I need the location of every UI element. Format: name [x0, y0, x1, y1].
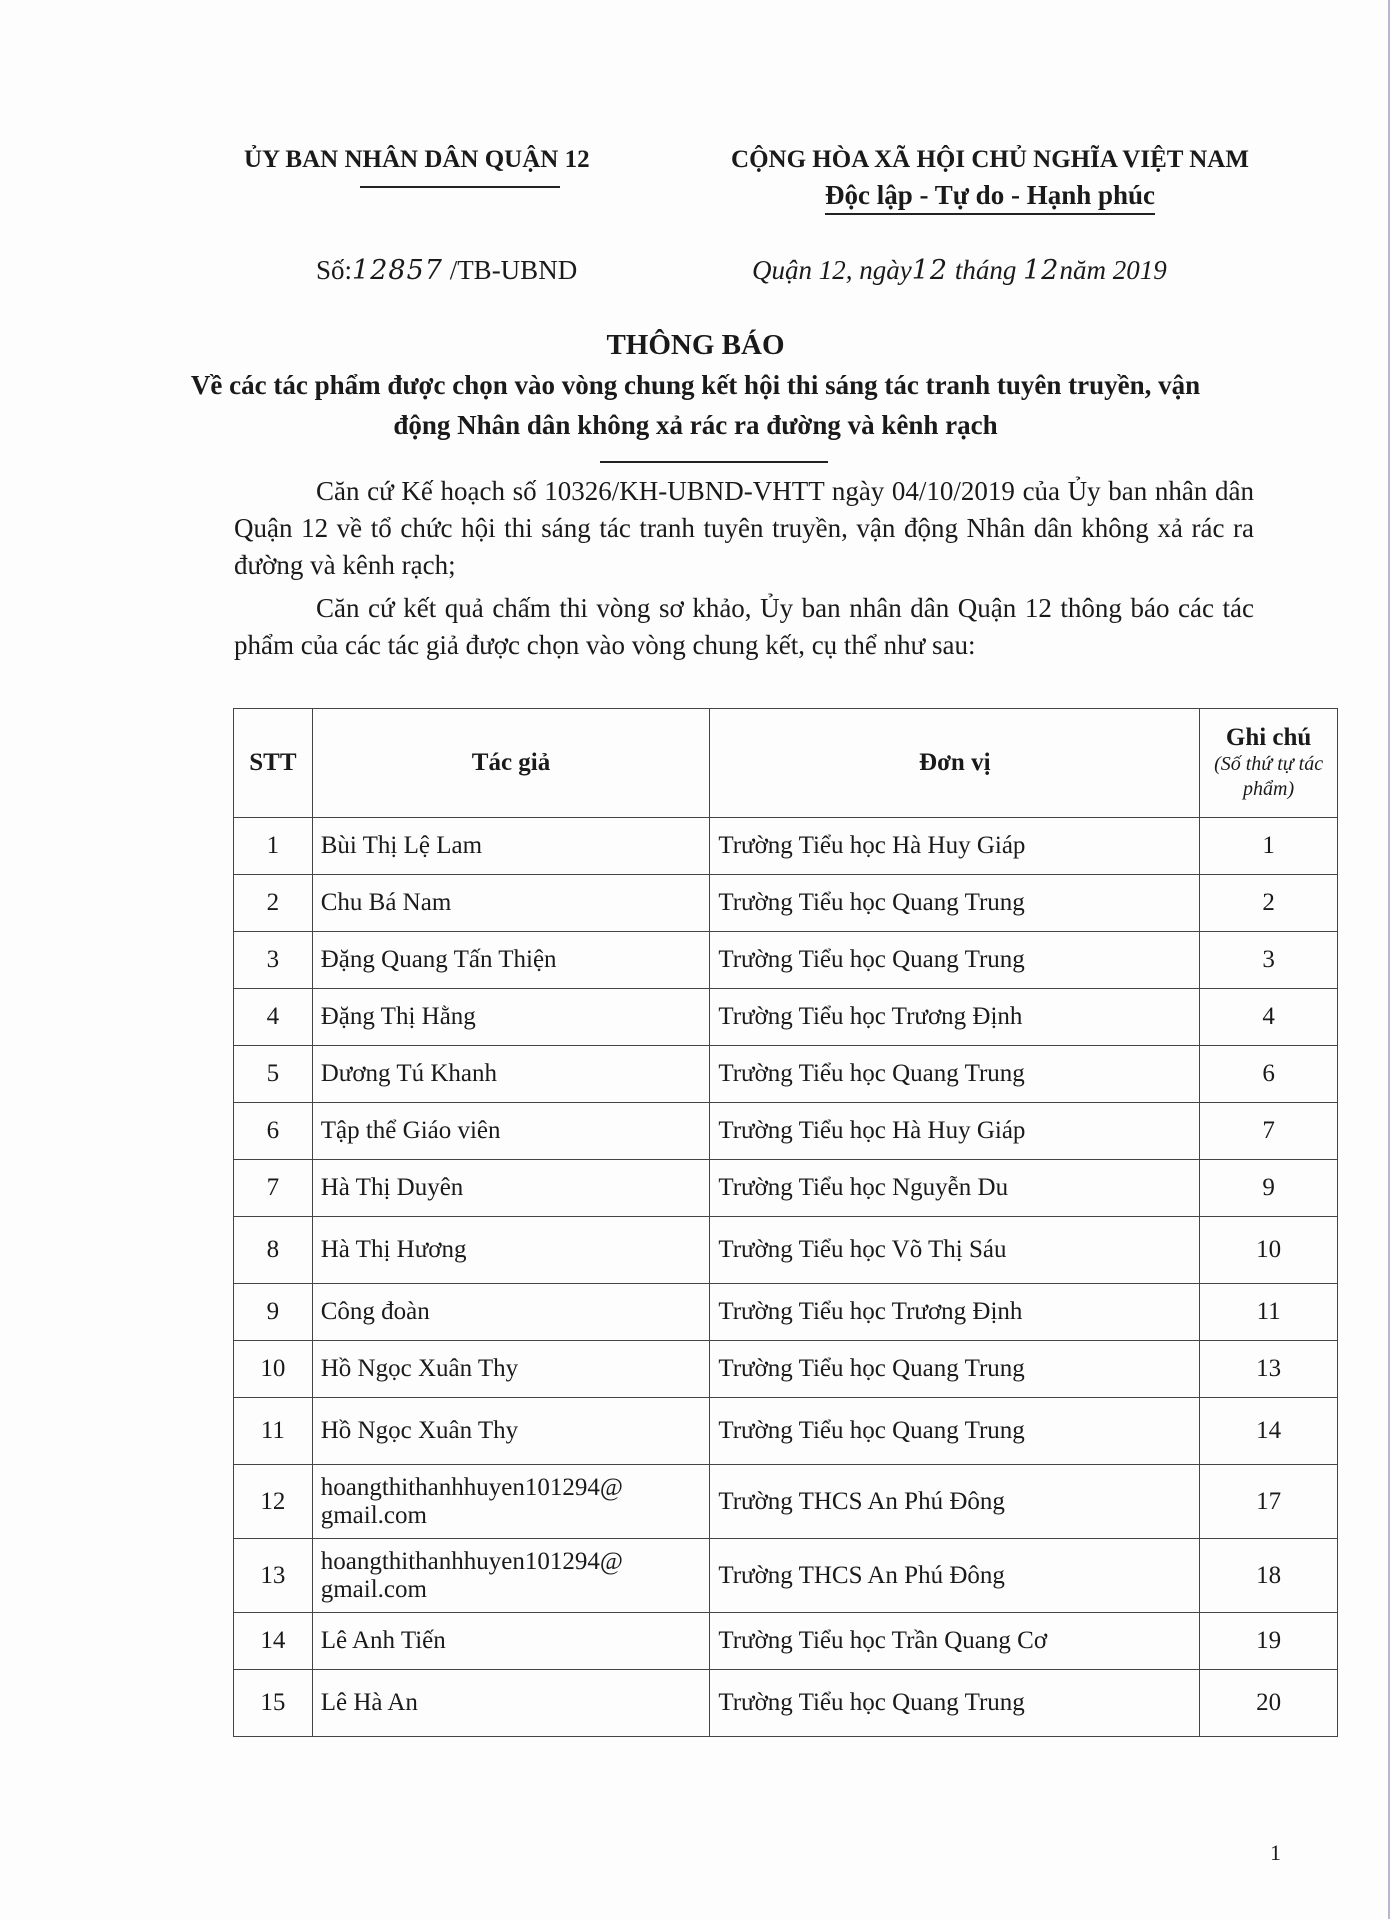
header-author: Tác giả	[312, 709, 710, 818]
cell-stt: 15	[234, 1670, 313, 1737]
table-row	[234, 1046, 1338, 1103]
table-row	[234, 1284, 1338, 1341]
cell-author: Hồ Ngọc Xuân Thy	[312, 1341, 710, 1398]
cell-stt: 1	[234, 818, 313, 875]
table-row	[234, 932, 1338, 989]
country-name: CỘNG HÒA XÃ HỘI CHỦ NGHĨA VIỆT NAM	[731, 146, 1249, 173]
cell-unit: Trường Tiểu học Quang Trung	[710, 932, 1200, 989]
header-note-sub: (Số thứ tự tác phẩm)	[1214, 753, 1324, 800]
table-row	[234, 1539, 1338, 1613]
header-unit: Đơn vị	[710, 709, 1200, 818]
date-month: 12	[1023, 255, 1060, 286]
header-stt: STT	[234, 709, 313, 818]
cell-author: Đặng Quang Tấn Thiện	[312, 932, 710, 989]
number-handwritten: 12857	[352, 255, 443, 286]
document-date	[752, 255, 1167, 286]
finalists-table	[233, 708, 1338, 1737]
table-row	[234, 875, 1338, 932]
cell-note: 4	[1200, 989, 1338, 1046]
cell-unit: Trường THCS An Phú Đông	[710, 1465, 1200, 1539]
cell-stt: 2	[234, 875, 313, 932]
cell-unit: Trường Tiểu học Trương Định	[710, 989, 1200, 1046]
national-motto: Độc lập - Tự do - Hạnh phúc	[825, 180, 1155, 215]
number-prefix: Số:	[316, 255, 353, 285]
table-row	[234, 1341, 1338, 1398]
table-row	[234, 1160, 1338, 1217]
cell-note: 19	[1200, 1613, 1338, 1670]
cell-author: hoangthithanhhuyen101294@ gmail.com	[312, 1539, 710, 1613]
cell-note: 1	[1200, 818, 1338, 875]
header-note	[1200, 709, 1338, 818]
paragraph-basis-plan: Căn cứ Kế hoạch số 10326/KH-UBND-VHTT ngày 04/10/2019 của Ủy ban nhân dân Quận 12 về tổ chức hội thi sáng tác tranh tuyên truyền, vận động Nhân dân không xả rác ra đường và kênh rạch;	[234, 476, 1254, 580]
cell-author: Lê Anh Tiến	[312, 1613, 710, 1670]
table-row	[234, 989, 1338, 1046]
cell-stt: 14	[234, 1613, 313, 1670]
cell-note: 14	[1200, 1398, 1338, 1465]
cell-unit: Trường Tiểu học Hà Huy Giáp	[710, 818, 1200, 875]
cell-stt: 3	[234, 932, 313, 989]
cell-unit: Trường Tiểu học Nguyễn Du	[710, 1160, 1200, 1217]
cell-unit: Trường Tiểu học Võ Thị Sáu	[710, 1217, 1200, 1284]
cell-stt: 6	[234, 1103, 313, 1160]
subtitle-underline	[600, 461, 828, 463]
body-text	[234, 473, 1254, 670]
issuing-authority: ỦY BAN NHÂN DÂN QUẬN 12	[244, 146, 590, 173]
date-prefix: Quận 12, ngày	[752, 255, 912, 285]
authority-underline	[360, 186, 560, 188]
cell-author: Hà Thị Duyên	[312, 1160, 710, 1217]
cell-author: Chu Bá Nam	[312, 875, 710, 932]
cell-unit: Trường Tiểu học Quang Trung	[710, 1341, 1200, 1398]
table-row	[234, 1670, 1338, 1737]
cell-author: Đặng Thị Hằng	[312, 989, 710, 1046]
cell-author: Hà Thị Hương	[312, 1217, 710, 1284]
national-heading	[690, 146, 1290, 215]
cell-author: Bùi Thị Lệ Lam	[312, 818, 710, 875]
page-number: 1	[1270, 1840, 1281, 1865]
cell-author: Tập thể Giáo viên	[312, 1103, 710, 1160]
cell-author: Lê Hà An	[312, 1670, 710, 1737]
cell-stt: 4	[234, 989, 313, 1046]
cell-unit: Trường Tiểu học Trần Quang Cơ	[710, 1613, 1200, 1670]
date-day: 12	[911, 255, 949, 286]
cell-note: 17	[1200, 1465, 1338, 1539]
paragraph-basis-result: Căn cứ kết quả chấm thi vòng sơ khảo, Ủy ban nhân dân Quận 12 thông báo các tác phẩm của các tác giả được chọn vào vòng chung kết, cụ thể như sau:	[234, 593, 1254, 660]
cell-stt: 9	[234, 1284, 313, 1341]
cell-unit: Trường THCS An Phú Đông	[710, 1539, 1200, 1613]
cell-note: 20	[1200, 1670, 1338, 1737]
table-row	[234, 818, 1338, 875]
cell-stt: 13	[234, 1539, 313, 1613]
cell-author: hoangthithanhhuyen101294@ gmail.com	[312, 1465, 710, 1539]
cell-note: 2	[1200, 875, 1338, 932]
document-number	[316, 255, 577, 286]
cell-stt: 8	[234, 1217, 313, 1284]
cell-stt: 10	[234, 1341, 313, 1398]
cell-unit: Trường Tiểu học Quang Trung	[710, 875, 1200, 932]
table-row	[234, 1398, 1338, 1465]
cell-stt: 12	[234, 1465, 313, 1539]
table-row	[234, 1465, 1338, 1539]
cell-note: 9	[1200, 1160, 1338, 1217]
table-row	[234, 1613, 1338, 1670]
cell-stt: 7	[234, 1160, 313, 1217]
cell-stt: 11	[234, 1398, 313, 1465]
table-row	[234, 1217, 1338, 1284]
cell-unit: Trường Tiểu học Quang Trung	[710, 1046, 1200, 1103]
cell-author: Hồ Ngọc Xuân Thy	[312, 1398, 710, 1465]
date-suffix: năm 2019	[1059, 255, 1167, 285]
cell-unit: Trường Tiểu học Trương Định	[710, 1284, 1200, 1341]
table-header-row	[234, 709, 1338, 818]
cell-unit: Trường Tiểu học Quang Trung	[710, 1670, 1200, 1737]
cell-author: Công đoàn	[312, 1284, 710, 1341]
number-suffix: /TB-UBND	[449, 255, 578, 285]
cell-note: 11	[1200, 1284, 1338, 1341]
cell-note: 6	[1200, 1046, 1338, 1103]
cell-note: 13	[1200, 1341, 1338, 1398]
table-row	[234, 1103, 1338, 1160]
document-subtitle: Về các tác phẩm được chọn vào vòng chung kết hội thi sáng tác tranh tuyên truyền, vận động Nhân dân không xả rác ra đường và kênh rạch	[190, 370, 1201, 440]
cell-note: 10	[1200, 1217, 1338, 1284]
cell-note: 18	[1200, 1539, 1338, 1613]
title-block	[0, 325, 1391, 445]
document-title: THÔNG BÁO	[606, 329, 785, 361]
date-mid: tháng	[954, 255, 1017, 285]
cell-unit: Trường Tiểu học Quang Trung	[710, 1398, 1200, 1465]
cell-unit: Trường Tiểu học Hà Huy Giáp	[710, 1103, 1200, 1160]
cell-note: 3	[1200, 932, 1338, 989]
cell-author: Dương Tú Khanh	[312, 1046, 710, 1103]
cell-note: 7	[1200, 1103, 1338, 1160]
header-note-label: Ghi chú	[1225, 724, 1312, 751]
cell-stt: 5	[234, 1046, 313, 1103]
